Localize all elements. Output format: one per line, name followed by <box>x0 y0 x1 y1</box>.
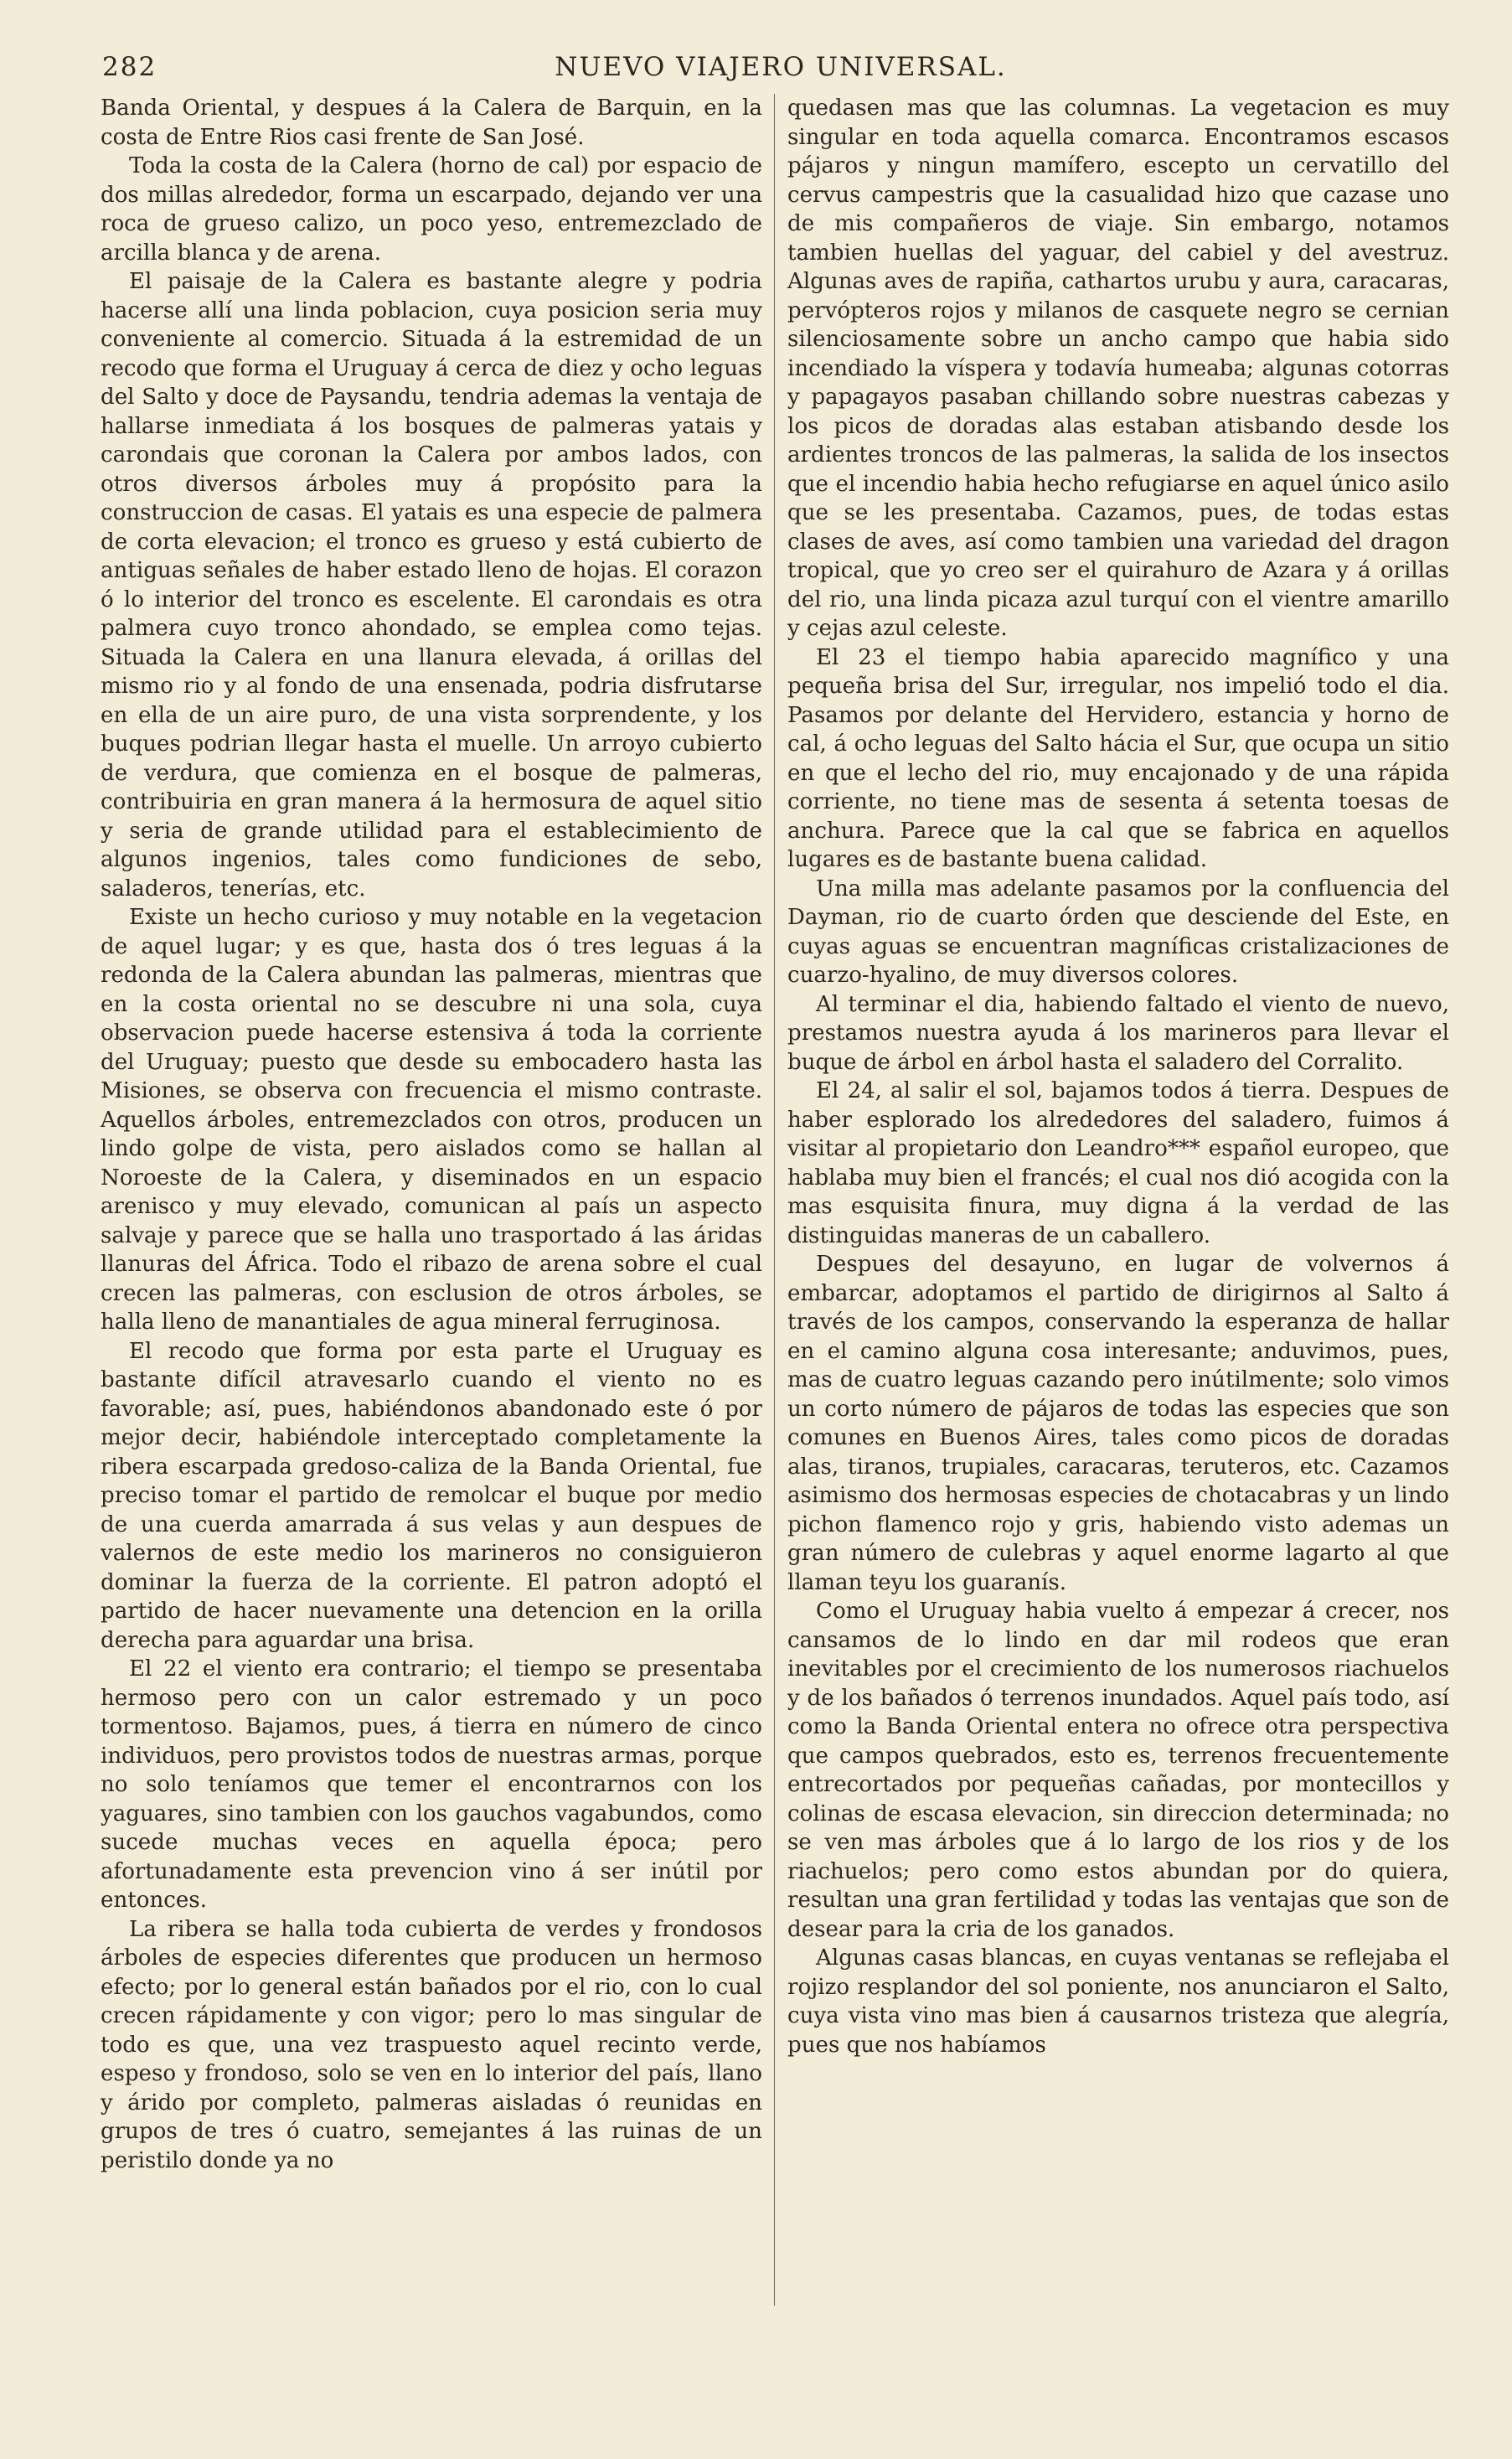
paragraph: El 24, al salir el sol, bajamos todos á tierra. Despues de haber esplorado los alrededores del saladero, fuimos á visitar al propietario don Leandro*** español europeo, que hablaba muy bien el francés; el cual nos dió acogida con la mas esquisita finura, muy digna á la verdad de las distinguidas maneras de un caballero. <box>787 1078 1449 1248</box>
page-number: 282 <box>102 52 157 82</box>
paragraph: El paisaje de la Calera es bastante alegre y podria hacerse allí una linda poblacion, cuya posicion seria muy conveniente al comercio. Situada á la estremidad de un recodo que forma el Uruguay á cerca de diez y ocho leguas del Salto y doce de Paysandu, tendria ademas la ventaja de hallarse inmediata á los bosques de palmeras yatais y carondais que coronan la Calera por ambos lados, con otros diversos árboles muy á propósito para la construccion de casas. El yatais es una especie de palmera de corta elevacion; el tronco es grueso y está cubierto de antiguas señales de haber estado lleno de hojas. El corazon ó lo interior del tronco es escelente. El carondais es otra palmera cuyo tronco ahondado, se emplea como tejas. Situada la Calera en una llanura elevada, á orillas del mismo rio y al fondo de una ensenada, podria disfrutarse en ella de un aire puro, de una vista sorprendente, y los buques podrian llegar hasta el muelle. Un arroyo cubierto de verdura, que comienza en el bosque de palmeras, contribuiria en gran manera á la hermosura de aquel sitio y seria de grande utilidad para el establecimiento de algunos ingenios, tales como fundiciones de sebo, saladeros, tenerías, etc. <box>101 269 762 901</box>
paragraph: El recodo que forma por esta parte el Uruguay es bastante difícil atravesarlo cuando el viento no es favorable; así, pues, habiéndonos abandonado este ó por mejor decir, habiéndole interceptado completamente la ribera escarpada gredoso-caliza de la Banda Oriental, fue preciso tomar el partido de remolcar el buque por medio de una cuerda amarrada á sus velas y aun despues de valernos de este medio los marineros no consiguieron dominar la fuerza de la corriente. El patron adoptó el partido de hacer nuevamente una detencion en la orilla derecha para aguardar una brisa. <box>101 1338 762 1653</box>
running-header <box>102 52 1459 85</box>
paragraph: Al terminar el dia, habiendo faltado el viento de nuevo, prestamos nuestra ayuda á los marineros para llevar el buque de árbol en árbol hasta el saladero del Corralito. <box>787 991 1449 1075</box>
column-divider <box>774 94 775 2306</box>
paragraph: quedasen mas que las columnas. La vegetacion es muy singular en toda aquella comarca. Encontramos escasos pájaros y ningun mamífero, escepto un cervatillo del cervus campestris que la casualidad hizo que cazase uno de mis compañeros de viaje. Sin embargo, notamos tambien huellas del yaguar, del cabiel y del avestruz. Algunas aves de rapiña, cathartos urubu y aura, caracaras, pervópteros rojos y milanos de casquete negro se cernian silenciosamente sobre un ancho campo que habia sido incendiado la víspera y todavía humeaba; algunas cotorras y papagayos pasaban chillando sobre nuestras cabezas y los picos de doradas alas estaban atisbando desde los ardientes troncos de las palmeras, la salida de los insectos que el incendio habia hecho refugiarse en aquel único asilo que se les presentaba. Cazamos, pues, de todas estas clases de aves, así como tambien una variedad del dragon tropical, que yo creo ser el quirahuro de Azara y á orillas del rio, una linda picaza azul turquí con el vientre amarillo y cejas azul celeste. <box>787 96 1449 641</box>
paragraph: Existe un hecho curioso y muy notable en la vegetacion de aquel lugar; y es que, hasta dos ó tres leguas á la redonda de la Calera abundan las palmeras, mientras que en la costa oriental no se descubre ni una sola, cuya observacion puede hacerse estensiva á toda la corriente del Uruguay; puesto que desde su embocadero hasta las Misiones, se observa con frecuencia el mismo contraste. Aquellos árboles, entremezclados con otros, producen un lindo golpe de vista, pero aislados como se hallan al Noroeste de la Calera, y diseminados en un espacio arenisco y muy elevado, comunican al país un aspecto salvaje y parece que se halla uno trasportado á las áridas llanuras del África. Todo el ribazo de arena sobre el cual crecen las palmeras, con esclusion de otros árboles, se halla lleno de manantiales de agua mineral ferruginosa. <box>101 905 762 1335</box>
right-column <box>787 94 1449 2423</box>
paragraph: Despues del desayuno, en lugar de volvernos á embarcar, adoptamos el partido de dirigirnos al Salto á través de los campos, conservando la esperanza de hallar en el camino alguna cosa interesante; anduvimos, pues, mas de cuatro leguas cazando pero inútilmente; solo vimos un corto número de pájaros de todas las especies que son comunes en Buenos Aires, tales como picos de doradas alas, tiranos, trupiales, caracaras, teruteros, etc. Cazamos asimismo dos hermosas especies de chotacabras y un lindo pichon flamenco rojo y gris, habiendo visto ademas un gran número de culebras y aquel enorme lagarto al que llaman teyu los guaranís. <box>787 1252 1449 1595</box>
paragraph: El 23 el tiempo habia aparecido magnífico y una pequeña brisa del Sur, irregular, nos impelió todo el dia. Pasamos por delante del Hervidero, estancia y horno de cal, á ocho leguas del Salto hácia el Sur, que ocupa un sitio en que el lecho del rio, muy encajonado y de una rápida corriente, no tiene mas de sesenta á setenta toesas de anchura. Parece que la cal que se fabrica en aquellos lugares es de bastante buena calidad. <box>787 644 1449 872</box>
paragraph: Banda Oriental, y despues á la Calera de Barquin, en la costa de Entre Rios casi frente de San José. <box>101 96 762 150</box>
paragraph: Como el Uruguay habia vuelto á empezar á crecer, nos cansamos de lo lindo en dar mil rodeos que eran inevitables por el crecimiento de los numerosos riachuelos y de los bañados ó terrenos inundados. Aquel país todo, así como la Banda Oriental entera no ofrece otra perspectiva que campos quebrados, esto es, terrenos frecuentemente entrecortados por pequeñas cañadas, por montecillos y colinas de escasa elevacion, sin direccion determinada; no se ven mas árboles que á lo largo de los rios y de los riachuelos; pero como estos abundan por do quiera, resultan una gran fertilidad y todas las ventajas que son de desear para la cria de los ganados. <box>787 1599 1449 1942</box>
left-column <box>101 94 762 2423</box>
paragraph: Toda la costa de la Calera (horno de cal) por espacio de dos millas alrededor, forma un escarpado, dejando ver una roca de grueso calizo, un poco yeso, entremezclado de arcilla blanca y de arena. <box>101 153 762 266</box>
paragraph: El 22 el viento era contrario; el tiempo se presentaba hermoso pero con un calor estremado y un poco tormentoso. Bajamos, pues, á tierra en número de cinco individuos, pero provistos todos de nuestras armas, porque no solo teníamos que temer el encontrarnos con los yaguares, sino tambien con los gauchos vagabundos, como sucede muchas veces en aquella época; pero afortunadamente esta prevencion vino á ser inútil por entonces. <box>101 1656 762 1913</box>
paragraph: Algunas casas blancas, en cuyas ventanas se reflejaba el rojizo resplandor del sol poniente, nos anunciaron el Salto, cuya vista vino mas bien á causarnos tristeza que alegría, pues que nos habíamos <box>787 1945 1449 2058</box>
running-title: NUEVO VIAJERO UNIVERSAL. <box>555 52 1007 82</box>
paragraph: Una milla mas adelante pasamos por la confluencia del Dayman, rio de cuarto órden que desciende del Este, en cuyas aguas se encuentran magníficas cristalizaciones de cuarzo-hyalino, de muy diversos colores. <box>787 876 1449 988</box>
paragraph: La ribera se halla toda cubierta de verdes y frondosos árboles de especies diferentes que producen un hermoso efecto; por lo general están bañados por el rio, con lo cual crecen rápidamente y con vigor; pero lo mas singular de todo es que, una vez traspuesto aquel recinto verde, espeso y frondoso, solo se ven en lo interior del país, llano y árido por completo, palmeras aisladas ó reunidas en grupos de tres ó cuatro, semejantes á las ruinas de un peristilo donde ya no <box>101 1916 762 2173</box>
